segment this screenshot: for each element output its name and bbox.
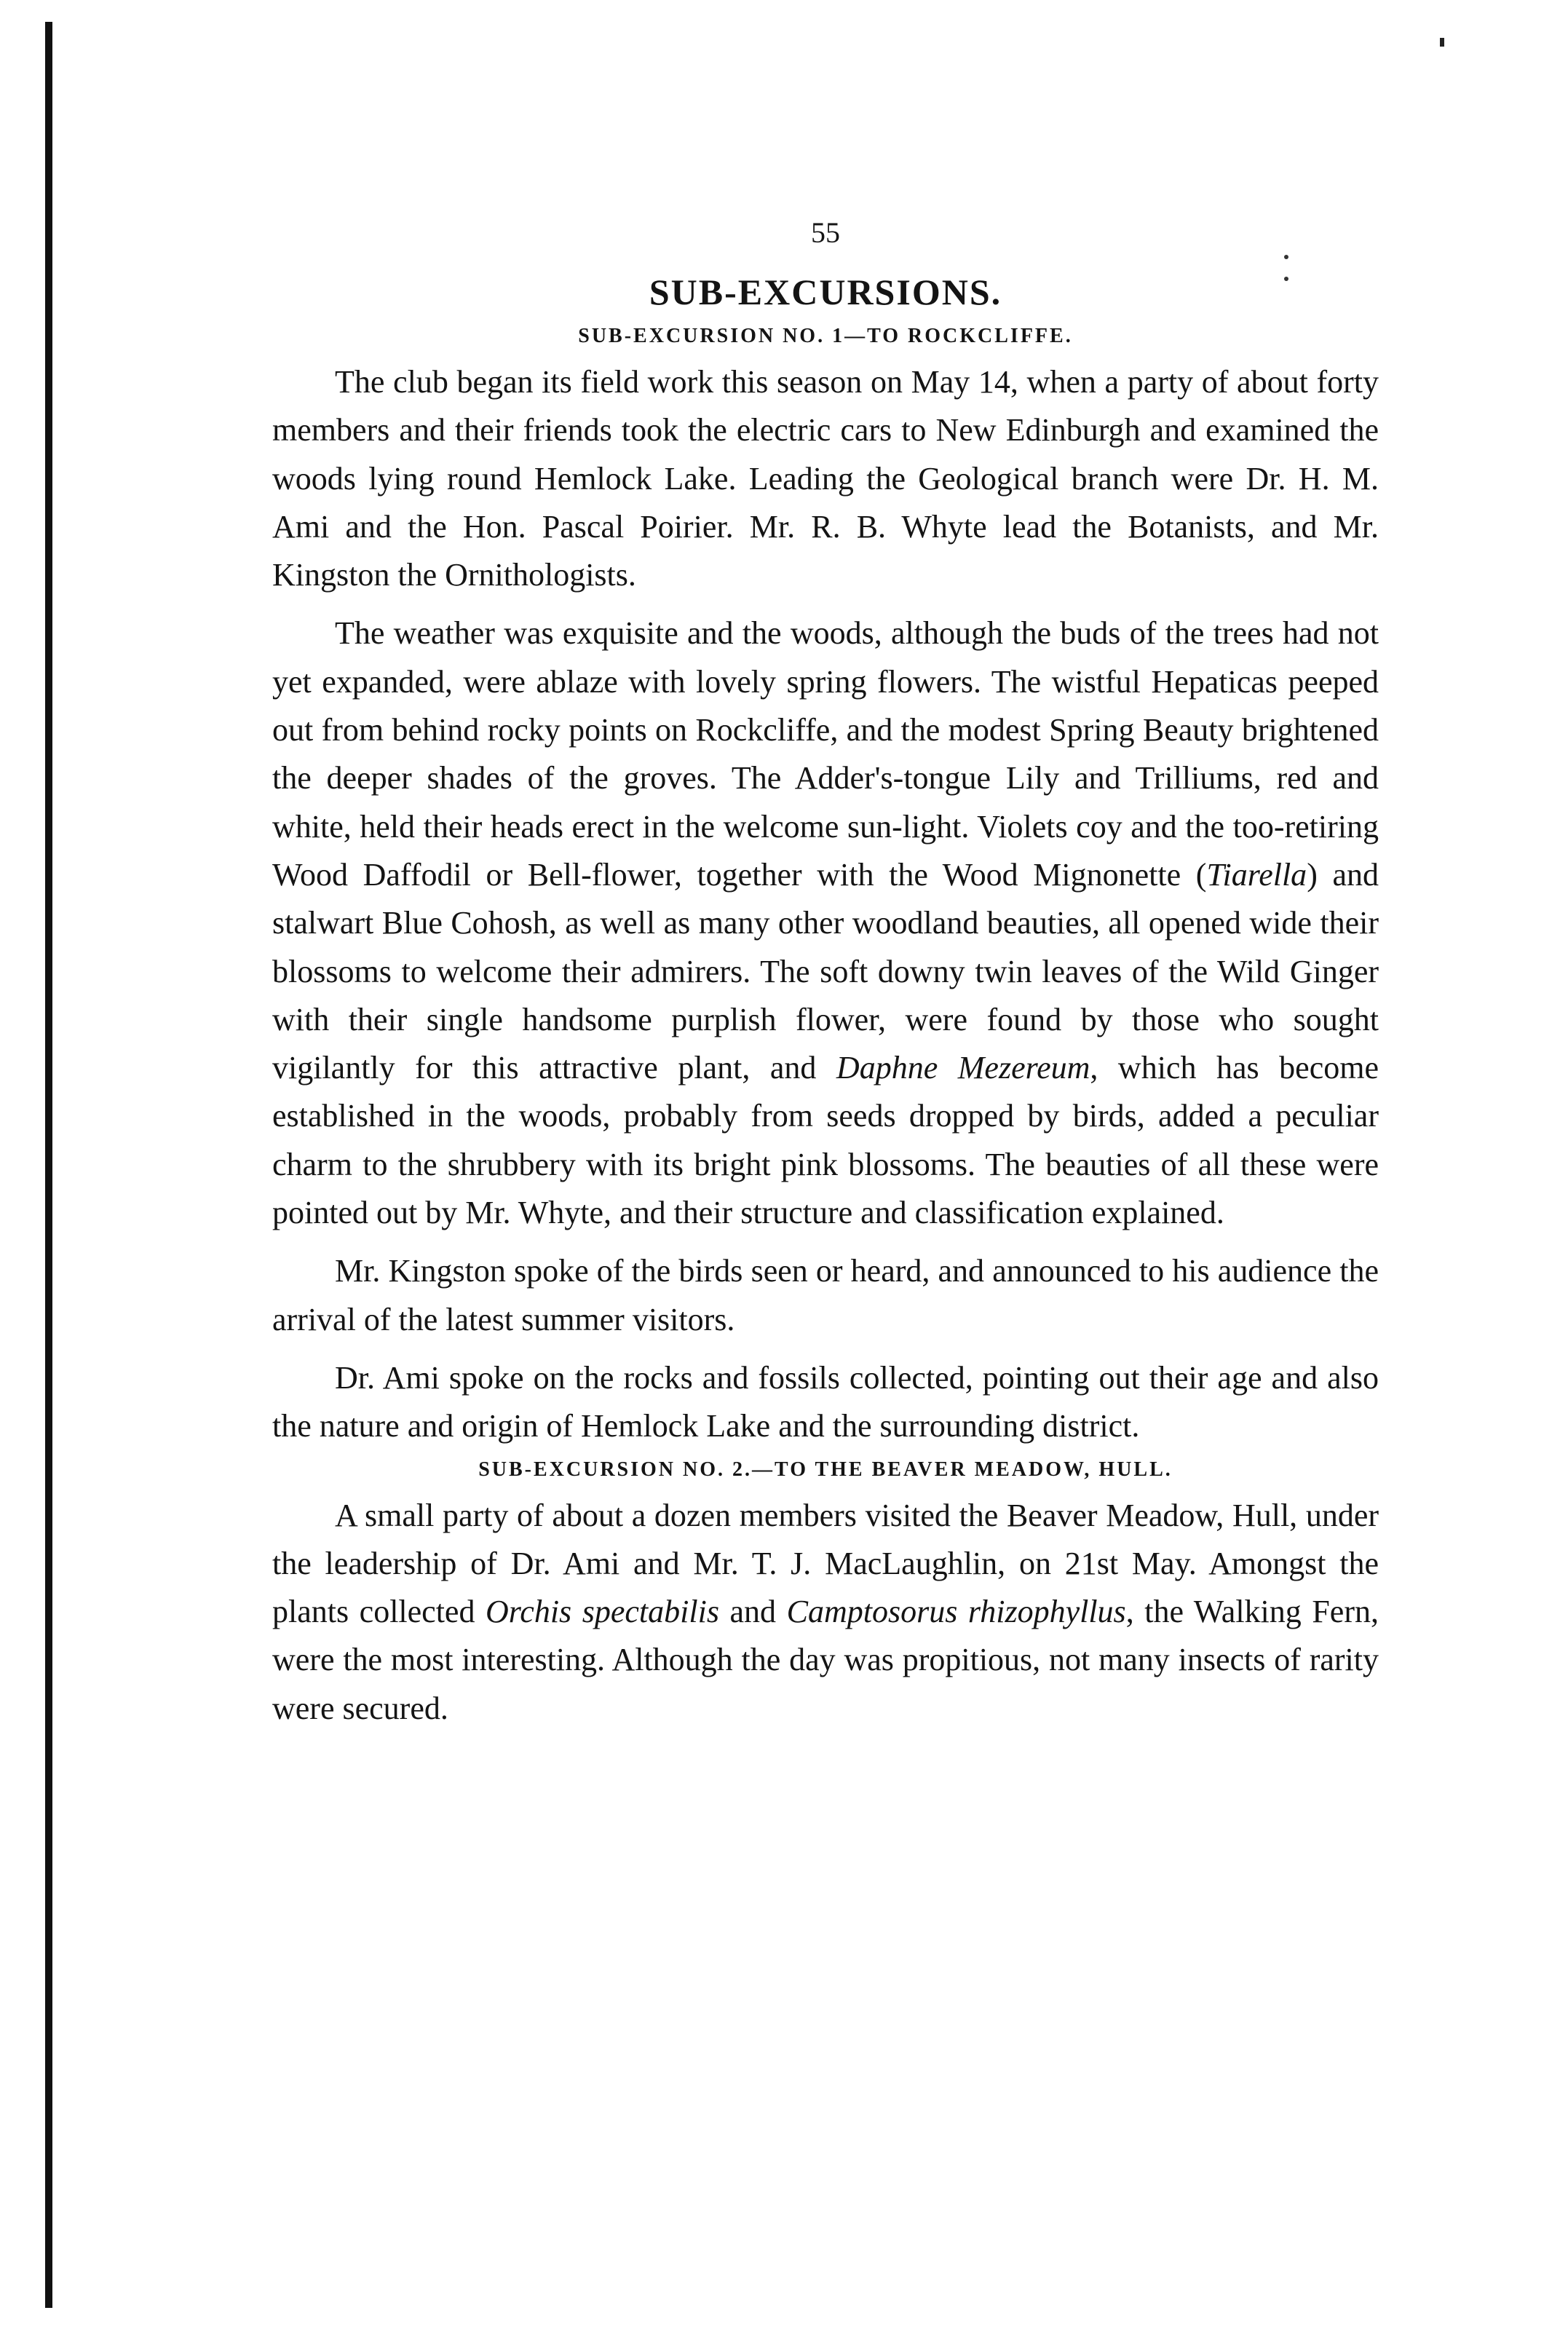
section-heading-2: SUB-EXCURSION NO. 2.—TO THE BEAVER MEADOW, HULL. — [478, 1458, 1173, 1481]
paragraph: A small party of about a dozen members visited the Beaver Meadow, Hull, under the leadership of Dr. Ami and Mr. T. J. MacLaughlin, on 21st May. Amongst the plants collected Orchis spectabilis and Camptosorus rhizophyllus, the Walking Fern, were the most interesting. Although the day was propitious, not many insects of rarity were secured. — [272, 1497, 1379, 1726]
section-heading-1: SUB-EXCURSION NO. 1—TO ROCKCLIFFE. — [578, 325, 1073, 347]
page-number: 55 — [811, 216, 840, 249]
scan-mark — [1440, 38, 1444, 47]
page-title: SUB-EXCURSIONS. — [649, 272, 1002, 312]
paragraph: Mr. Kingston spoke of the birds seen or heard, and announced to his audience the arrival of the latest summer visitors. — [272, 1253, 1379, 1337]
paragraph: The weather was exquisite and the woods, although the buds of the trees had not yet expanded, were ablaze with lovely spring flowers. The wistful Hepaticas peeped out from behind rocky points on Rockcliffe, and the modest Spring Beauty brightened the deeper shades of the groves. The Adder's-tongue Lily and Trilliums, red and white, held their heads erect in the welcome sun-light. Violets coy and the too-retiring Wood Daffodil or Bell-flower, together with the Wood Mignonette (Tiarella) and stalwart Blue Cohosh, as well as many other woodland beauties, all opened wide their blossoms to welcome their admirers. The soft downy twin leaves of the Wild Ginger with their single handsome purplish flower, were found by those who sought vigilantly for this attractive plant, and Daphne Mezereum, which has become established in the woods, probably from seeds dropped by birds, added a peculiar charm to the shrubbery with its bright pink blossoms. The beauties of all these were pointed out by Mr. Whyte, and their structure and classification explained. — [272, 615, 1379, 1231]
page-content — [272, 211, 1379, 1733]
paragraph: Dr. Ami spoke on the rocks and fossils collected, pointing out their age and also the nature and origin of Hemlock Lake and the surrounding district. — [272, 1359, 1379, 1444]
scan-edge-rule — [45, 22, 52, 2308]
paragraph: The club began its field work this season on May 14, when a party of about forty members and their friends took the electric cars to New Edinburgh and examined the woods lying round Hemlock Lake. Leading the Geological branch were Dr. H. M. Ami and the Hon. Pascal Poirier. Mr. R. B. Whyte lead the Botanists, and Mr. Kingston the Ornithologists. — [272, 364, 1379, 593]
